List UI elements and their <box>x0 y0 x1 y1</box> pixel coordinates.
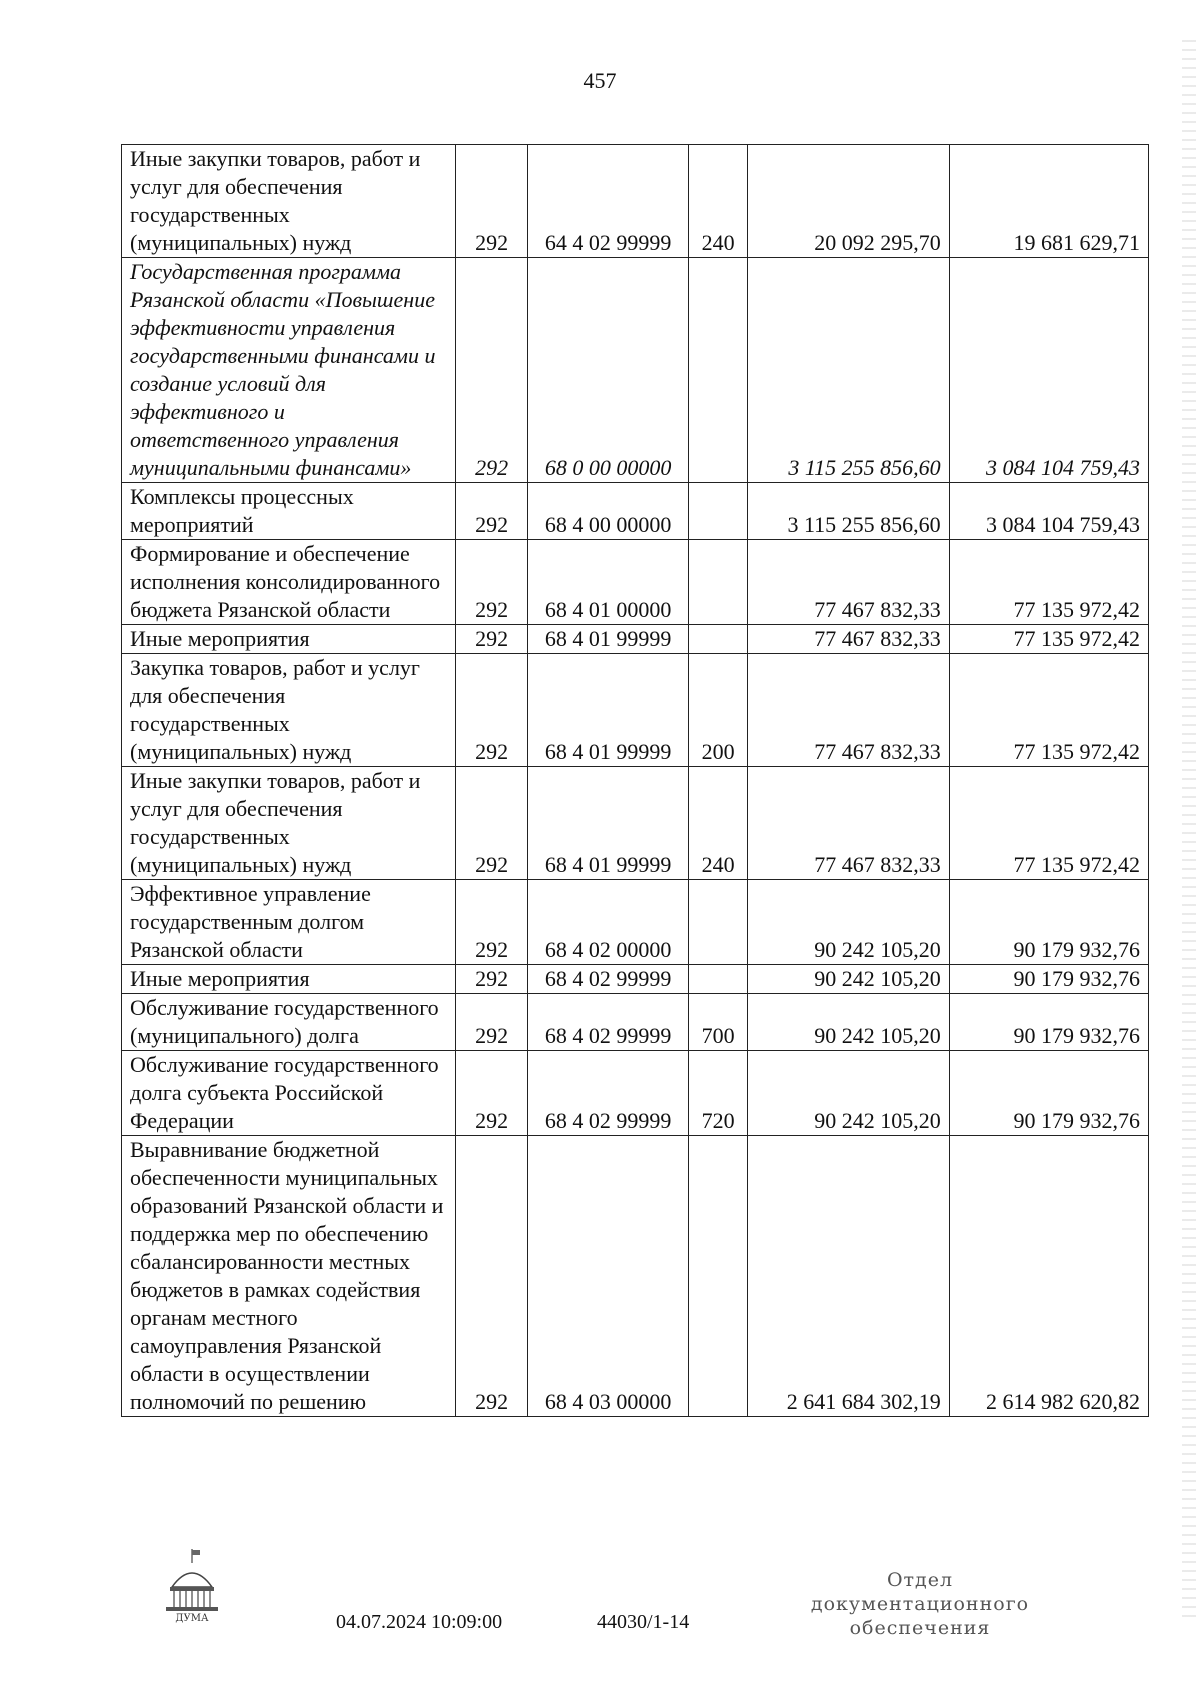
table-row <box>122 965 1149 994</box>
cell-csr-code: 68 4 03 00000 <box>528 1136 689 1417</box>
cell-vr-code: 700 <box>689 994 748 1051</box>
cell-sum-1: 90 242 105,20 <box>748 1051 949 1136</box>
cell-sum-1: 90 242 105,20 <box>748 880 949 965</box>
cell-sum-1: 77 467 832,33 <box>748 625 949 654</box>
table-row <box>122 1051 1149 1136</box>
table-row <box>122 483 1149 540</box>
cell-sum-1: 3 115 255 856,60 <box>748 483 949 540</box>
table-row <box>122 767 1149 880</box>
cell-name: Эффективное управление государственным долгом Рязанской области <box>122 880 456 965</box>
cell-name: Обслуживание государственного долга субъекта Российской Федерации <box>122 1051 456 1136</box>
cell-sum-1: 2 641 684 302,19 <box>748 1136 949 1417</box>
cell-name: Иные мероприятия <box>122 625 456 654</box>
table-row <box>122 654 1149 767</box>
cell-csr-code: 68 4 01 99999 <box>528 767 689 880</box>
cell-name: Формирование и обеспечение исполнения консолидированного бюджета Рязанской области <box>122 540 456 625</box>
table-row <box>122 145 1149 258</box>
cell-csr-code: 68 0 00 00000 <box>528 258 689 483</box>
cell-gr-code: 292 <box>455 767 527 880</box>
cell-name: Иные закупки товаров, работ и услуг для обеспечения государственных (муниципальных) нужд <box>122 767 456 880</box>
cell-csr-code: 68 4 00 00000 <box>528 483 689 540</box>
cell-sum-2: 90 179 932,76 <box>949 994 1148 1051</box>
cell-vr-code <box>689 540 748 625</box>
cell-name: Комплексы процессных мероприятий <box>122 483 456 540</box>
budget-table-body <box>122 145 1149 1417</box>
cell-gr-code: 292 <box>455 1136 527 1417</box>
cell-sum-1: 90 242 105,20 <box>748 994 949 1051</box>
cell-name: Иные мероприятия <box>122 965 456 994</box>
table-row <box>122 880 1149 965</box>
cell-sum-2: 90 179 932,76 <box>949 965 1148 994</box>
cell-vr-code <box>689 880 748 965</box>
footer-reg-number: 44030/1-14 <box>597 1611 690 1633</box>
footer-datetime: 04.07.2024 10:09:00 <box>336 1611 503 1633</box>
cell-sum-1: 90 242 105,20 <box>748 965 949 994</box>
cell-sum-2: 90 179 932,76 <box>949 880 1148 965</box>
cell-vr-code <box>689 965 748 994</box>
cell-gr-code: 292 <box>455 965 527 994</box>
table-row <box>122 540 1149 625</box>
cell-name: Закупка товаров, работ и услуг для обеспечения государственных (муниципальных) нужд <box>122 654 456 767</box>
cell-sum-2: 90 179 932,76 <box>949 1051 1148 1136</box>
cell-vr-code <box>689 625 748 654</box>
cell-csr-code: 68 4 02 99999 <box>528 1051 689 1136</box>
cell-sum-2: 3 084 104 759,43 <box>949 258 1148 483</box>
cell-csr-code: 68 4 01 00000 <box>528 540 689 625</box>
cell-gr-code: 292 <box>455 994 527 1051</box>
cell-csr-code: 68 4 02 99999 <box>528 994 689 1051</box>
cell-sum-1: 77 467 832,33 <box>748 654 949 767</box>
table-row <box>122 258 1149 483</box>
cell-sum-1: 77 467 832,33 <box>748 540 949 625</box>
cell-name: Иные закупки товаров, работ и услуг для обеспечения государственных (муниципальных) нужд <box>122 145 456 258</box>
cell-gr-code: 292 <box>455 880 527 965</box>
cell-sum-2: 77 135 972,42 <box>949 540 1148 625</box>
table-row <box>122 625 1149 654</box>
page-number: 457 <box>583 68 617 93</box>
stamp-line-1: Отдел документационного <box>810 1569 1030 1615</box>
cell-sum-2: 77 135 972,42 <box>949 767 1148 880</box>
stamp-line-2: обеспечения <box>849 1617 991 1639</box>
cell-name: Государственная программа Рязанской области «Повышение эффективности управления государственными финансами и создание условий для эффективного и ответственного управления муниципальными финансами» <box>122 258 456 483</box>
cell-gr-code: 292 <box>455 483 527 540</box>
cell-sum-2: 19 681 629,71 <box>949 145 1148 258</box>
cell-name: Выравнивание бюджетной обеспеченности муниципальных образований Рязанской области и поддержка мер по обеспечению сбалансированности местных бюджетов в рамках содействия органам местного самоуправления Рязанской области в осуществлении полномочий по решению <box>122 1136 456 1417</box>
cell-csr-code: 64 4 02 99999 <box>528 145 689 258</box>
cell-csr-code: 68 4 01 99999 <box>528 625 689 654</box>
cell-vr-code <box>689 483 748 540</box>
cell-sum-2: 77 135 972,42 <box>949 625 1148 654</box>
cell-gr-code: 292 <box>455 625 527 654</box>
cell-sum-1: 77 467 832,33 <box>748 767 949 880</box>
cell-vr-code <box>689 1136 748 1417</box>
cell-name: Обслуживание государственного (муниципального) долга <box>122 994 456 1051</box>
cell-sum-2: 77 135 972,42 <box>949 654 1148 767</box>
cell-gr-code: 292 <box>455 654 527 767</box>
cell-csr-code: 68 4 02 99999 <box>528 965 689 994</box>
cell-vr-code: 720 <box>689 1051 748 1136</box>
cell-csr-code: 68 4 02 00000 <box>528 880 689 965</box>
table-row <box>122 994 1149 1051</box>
cell-gr-code: 292 <box>455 540 527 625</box>
cell-vr-code <box>689 258 748 483</box>
cell-sum-2: 2 614 982 620,82 <box>949 1136 1148 1417</box>
cell-gr-code: 292 <box>455 1051 527 1136</box>
table-row <box>122 1136 1149 1417</box>
duma-emblem-icon <box>160 1547 224 1625</box>
cell-gr-code: 292 <box>455 258 527 483</box>
budget-table <box>121 144 1149 1417</box>
cell-sum-1: 3 115 255 856,60 <box>748 258 949 483</box>
cell-vr-code: 240 <box>689 767 748 880</box>
cell-sum-2: 3 084 104 759,43 <box>949 483 1148 540</box>
cell-csr-code: 68 4 01 99999 <box>528 654 689 767</box>
svg-text:ДУМА: ДУМА <box>175 1613 209 1624</box>
department-stamp <box>790 1568 1050 1640</box>
cell-sum-1: 20 092 295,70 <box>748 145 949 258</box>
cell-gr-code: 292 <box>455 145 527 258</box>
cell-vr-code: 200 <box>689 654 748 767</box>
cell-vr-code: 240 <box>689 145 748 258</box>
scan-edge-artifact <box>1182 40 1196 1620</box>
